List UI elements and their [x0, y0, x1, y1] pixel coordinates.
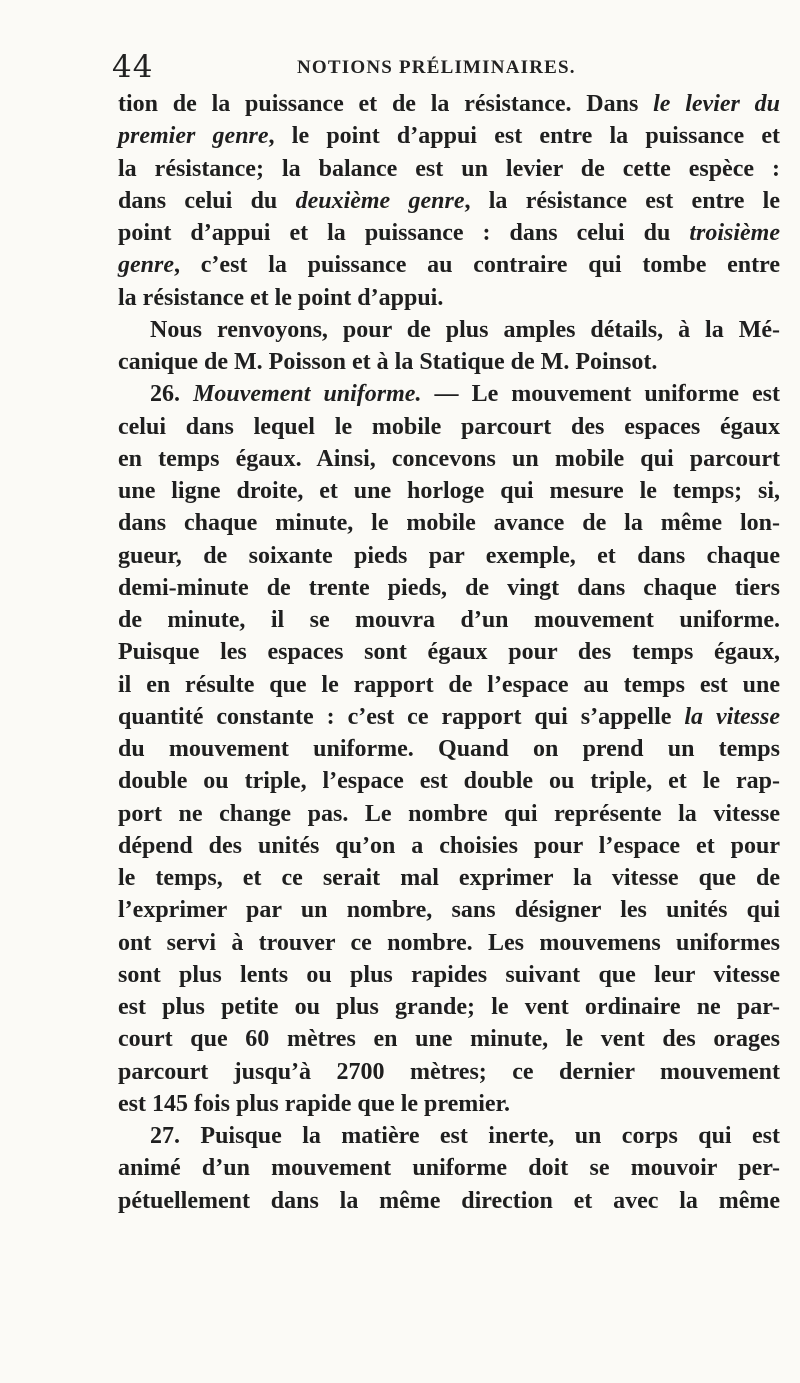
text-line — [118, 604, 780, 636]
text-line — [118, 1120, 780, 1152]
text-line — [118, 830, 780, 862]
text-line — [118, 443, 780, 475]
text-line — [118, 1185, 780, 1217]
text-line — [118, 1023, 780, 1055]
text-line — [118, 636, 780, 668]
italic-text: troisième — [689, 220, 780, 246]
text-segment: est plus petite ou plus grande; le vent ordinaire ne par- — [118, 994, 780, 1020]
italic-text: la vitesse — [684, 703, 781, 730]
text-line — [118, 475, 780, 507]
text-segment: demi-minute de trente pieds, de vingt dans chaque tiers — [118, 574, 780, 601]
text-segment: pétuellement dans la même direction et avec la même — [118, 1187, 780, 1214]
text-segment: 27. Puisque la matière est inerte, un corps qui est — [150, 1123, 780, 1149]
text-segment: dans chaque minute, le mobile avance de la même lon- — [118, 510, 780, 537]
text-line — [118, 701, 780, 733]
text-segment: point d’appui et la puissance : dans celui du — [118, 220, 690, 246]
text-segment: du mouvement uniforme. Quand on prend un temps — [118, 736, 780, 762]
text-line — [118, 1088, 780, 1120]
text-line — [118, 540, 780, 572]
text-line — [118, 120, 780, 152]
text-segment: canique de M. Poisson et à la Statique de M. Poinsot. — [118, 349, 658, 375]
text-line — [118, 927, 780, 959]
text-segment: 26. — [150, 381, 194, 408]
text-line — [118, 1056, 780, 1088]
text-segment: dépend des unités qu’on a choisies pour l’espace et pour — [118, 832, 780, 859]
text-segment: quantité constante : c’est ce rapport qui s’appelle — [118, 703, 685, 730]
text-line — [118, 346, 780, 378]
text-line — [118, 894, 780, 926]
body-text — [118, 88, 780, 1217]
text-line — [118, 378, 780, 410]
text-line — [118, 314, 780, 346]
text-segment: double ou triple, l’espace est double ou triple, et le rap- — [118, 768, 780, 795]
text-line — [118, 249, 780, 281]
running-head — [112, 50, 780, 84]
text-line — [118, 217, 780, 249]
running-title: NOTIONS PRÉLIMINAIRES. — [297, 57, 576, 78]
text-segment: le temps, et ce serait mal exprimer la vitesse que de — [118, 865, 780, 891]
text-line — [118, 185, 780, 217]
text-segment: tion de la puissance et de la résistance. Dans — [118, 91, 654, 117]
text-line — [118, 733, 780, 765]
text-segment: sont plus lents ou plus rapides suivant que leur vitesse — [118, 961, 780, 988]
text-segment: de minute, il se mouvra d’un mouvement uniforme. — [118, 607, 780, 633]
text-segment: , le point d’appui est entre la puissance et — [268, 123, 780, 150]
text-segment: Nous renvoyons, pour de plus amples détails, à la Mé- — [150, 316, 780, 343]
italic-text: genre — [118, 252, 174, 279]
text-line — [118, 507, 780, 539]
text-segment: la résistance et le point d’appui. — [118, 284, 444, 311]
text-line — [118, 88, 780, 120]
text-segment: la résistance; la balance est un levier de cette espèce : — [118, 155, 780, 182]
text-line — [118, 959, 780, 991]
text-segment: port ne change pas. Le nombre qui représente la vitesse — [118, 800, 780, 827]
text-line — [118, 153, 780, 185]
text-line — [118, 1152, 780, 1184]
italic-text: le levier du — [653, 91, 780, 117]
text-segment: est 145 fois plus rapide que le premier. — [118, 1090, 511, 1117]
italic-text: deuxième genre — [295, 187, 465, 214]
text-segment: celui dans lequel le mobile parcourt des espaces égaux — [118, 413, 780, 440]
page-number: 44 — [112, 49, 154, 85]
text-segment: animé d’un mouvement uniforme doit se mouvoir per- — [118, 1155, 780, 1182]
italic-text: Mouvement uniforme. — [193, 381, 422, 408]
text-line — [118, 572, 780, 604]
text-line — [118, 862, 780, 894]
text-line — [118, 798, 780, 830]
text-segment: parcourt jusqu’à 2700 mètres; ce dernier mouvement — [118, 1058, 780, 1085]
text-segment: ont servi à trouver ce nombre. Les mouvemens uniformes — [118, 929, 780, 956]
text-segment: , la résistance est entre le — [464, 187, 781, 214]
text-segment: , c’est la puissance au contraire qui tombe entre — [174, 252, 780, 279]
text-line — [118, 282, 780, 314]
text-segment: Puisque les espaces sont égaux pour des temps égaux, — [118, 639, 780, 666]
text-line — [118, 669, 780, 701]
text-line — [118, 991, 780, 1023]
text-segment: l’exprimer par un nombre, sans désigner les unités qui — [118, 897, 780, 924]
italic-text: premier genre — [118, 123, 269, 150]
text-segment: — Le mouvement uniforme est — [421, 381, 781, 408]
text-segment: en temps égaux. Ainsi, concevons un mobile qui parcourt — [118, 445, 780, 472]
text-line — [118, 765, 780, 797]
text-segment: une ligne droite, et une horloge qui mesure le temps; si, — [118, 478, 780, 504]
text-segment: il en résulte que le rapport de l’espace au temps est une — [118, 671, 780, 698]
text-line — [118, 411, 780, 443]
text-segment: dans celui du — [118, 187, 296, 214]
text-segment: court que 60 mètres en une minute, le vent des orages — [118, 1026, 780, 1053]
text-segment: gueur, de soixante pieds par exemple, et dans chaque — [118, 542, 780, 569]
